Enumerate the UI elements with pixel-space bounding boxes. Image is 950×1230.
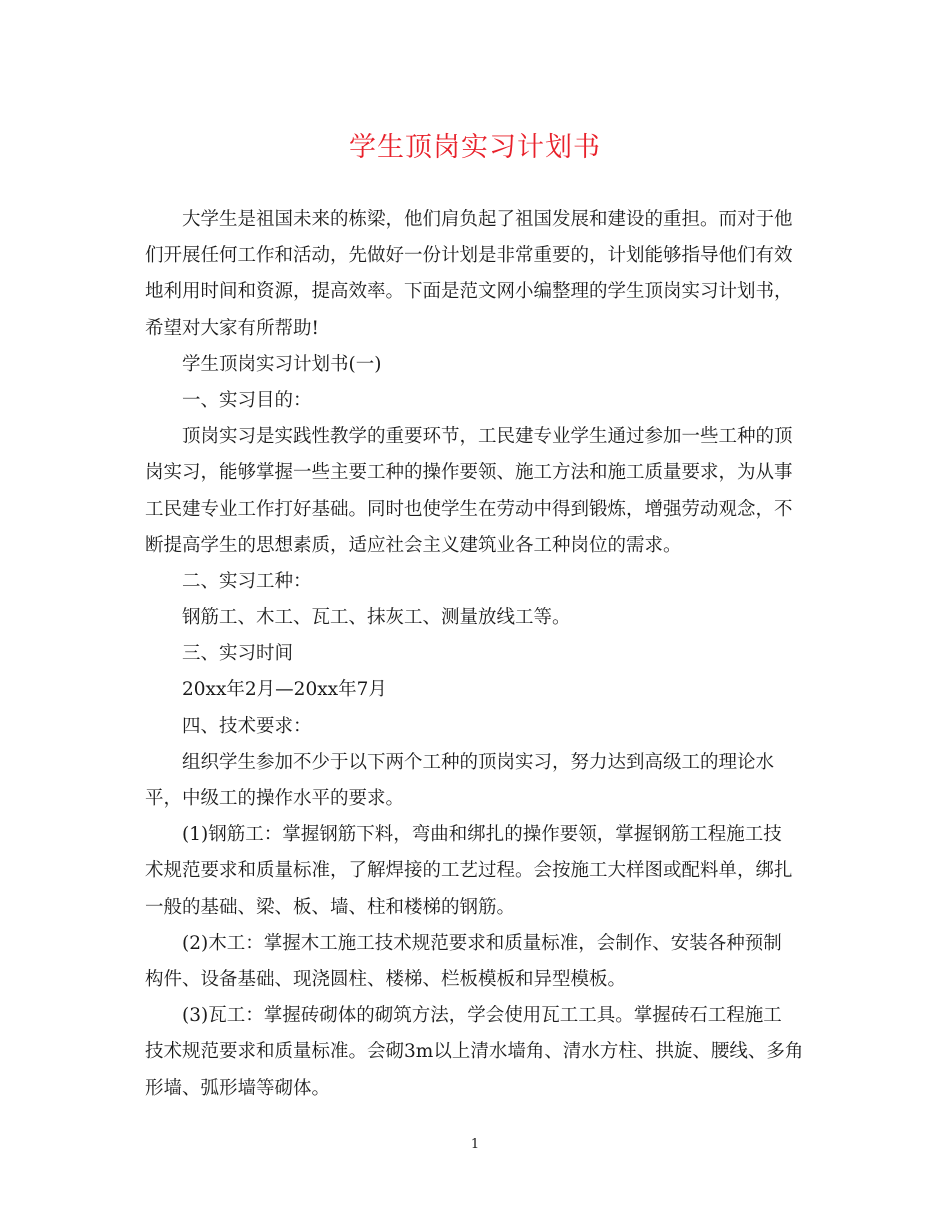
section-heading: 四、技术要求： (182, 715, 312, 737)
paragraph-line: 构件、设备基础、现浇圆柱、楼梯、栏板模板和异型模板。 (145, 968, 627, 990)
paragraph-line: (1)钢筋工：掌握钢筋下料，弯曲和绑扎的操作要领，掌握钢筋工程施工技 (182, 824, 782, 846)
document-title: 学生顶岗实习计划书 (349, 132, 601, 163)
paragraph-line: 形墙、弧形墙等砌体。 (145, 1077, 331, 1099)
paragraph-line: 顶岗实习是实践性教学的重要环节，工民建专业学生通过参加一些工种的顶 (182, 426, 793, 448)
paragraph-line: 们开展任何工作和活动，先做好一份计划是非常重要的，计划能够指导他们有效 (145, 245, 793, 267)
section-heading: 一、实习目的： (182, 389, 312, 411)
paragraph-line: 钢筋工、木工、瓦工、抹灰工、测量放线工等。 (182, 607, 571, 629)
paragraph-line: 岗实习，能够掌握一些主要工种的操作要领、施工方法和施工质量要求，为从事 (145, 462, 793, 484)
paragraph-line: 工民建专业工作打好基础。同时也使学生在劳动中得到锻炼，增强劳动观念，不 (145, 498, 793, 520)
document-body (145, 202, 815, 1107)
paragraph-line: (3)瓦工：掌握砖砌体的砌筑方法，学会使用瓦工工具。掌握砖石工程施工 (182, 1005, 782, 1027)
paragraph-line: 20xx年2月—20xx年7月 (182, 679, 387, 701)
section-subtitle: 学生顶岗实习计划书(一) (182, 353, 382, 375)
paragraph-line: 地利用时间和资源，提高效率。下面是范文网小编整理的学生顶岗实习计划书， (145, 281, 793, 303)
section-heading: 三、实习时间 (182, 643, 294, 665)
paragraph-line: 一般的基础、梁、板、墙、柱和楼梯的钢筋。 (145, 896, 516, 918)
paragraph-line: 平，中级工的操作水平的要求。 (145, 788, 405, 809)
paragraph-line: 大学生是祖国未来的栋梁，他们肩负起了祖国发展和建设的重担。而对于他 (182, 209, 793, 230)
paragraph-line: (2)木工：掌握木工施工技术规范要求和质量标准，会制作、安装各种预制 (182, 932, 782, 954)
paragraph-line: 术规范要求和质量标准，了解焊接的工艺过程。会按施工大样图或配料单，绑扎 (145, 860, 793, 882)
paragraph-line: 技术规范要求和质量标准。会砌3m以上清水墙角、清水方柱、拱旋、腰线、多角 (145, 1041, 804, 1063)
page-number: 1 (470, 1137, 480, 1152)
paragraph-line: 断提高学生的思想素质，适应社会主义建筑业各工种岗位的需求。 (145, 534, 682, 556)
paragraph-line: 希望对大家有所帮助! (145, 317, 319, 339)
paragraph-line: 组织学生参加不少于以下两个工种的顶岗实习，努力达到高级工的理论水 (182, 751, 775, 773)
section-heading: 二、实习工种： (182, 570, 312, 592)
